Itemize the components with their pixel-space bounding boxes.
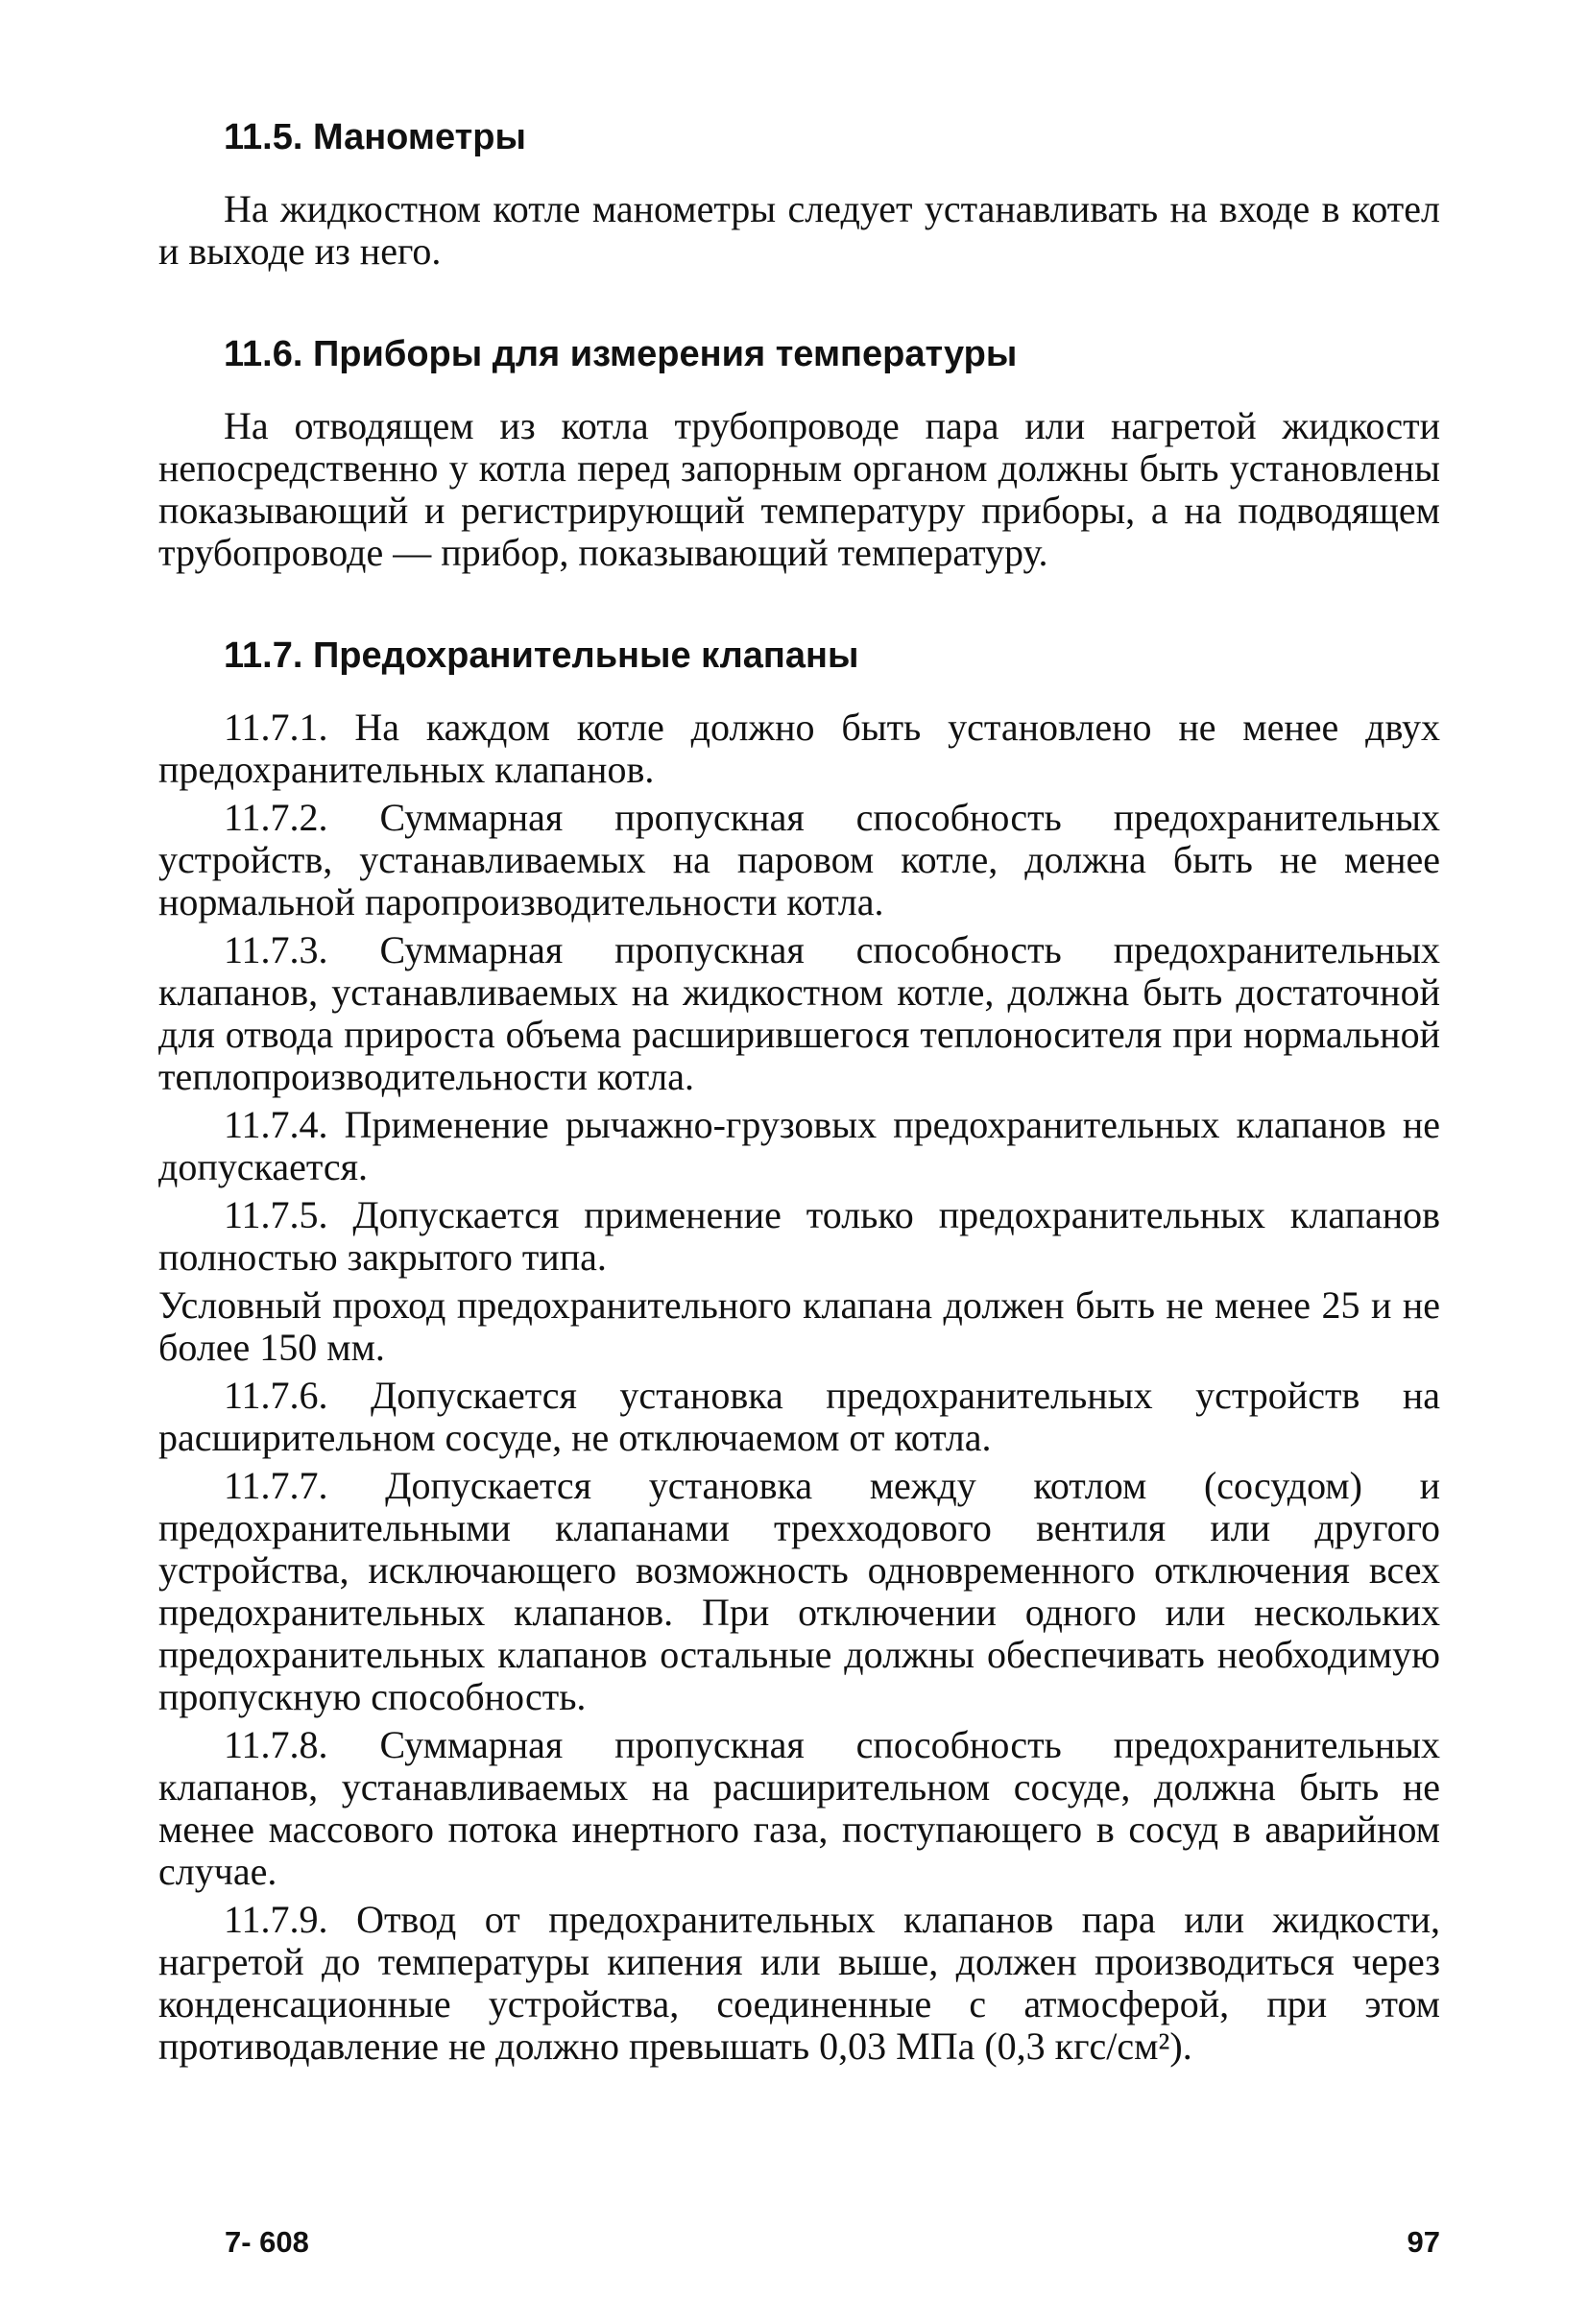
section-heading-11-7: 11.7. Предохранительные клапаны [224,635,859,676]
paragraph-11-7-5: 11.7.5. Допускается применение только предохранительных клапанов полностью закрытого типа. [158,1193,1440,1279]
paragraph-11-7-9: 11.7.9. Отвод от предохранительных клапанов пара или жидкости, нагретой до температуры кипения или выше, должен производиться через конденсационные устройства, соединенные с атмосферой, при этом противодавление не должно превышать 0,03 МПа (0,3 кгс/см²). [158,1898,1440,2068]
paragraph-nominal-bore: Условный проход предохранительного клапана должен быть не менее 25 и не более 150 мм. [158,1283,1440,1369]
document-page [158,115,1440,2073]
paragraph-11-7-1: 11.7.1. На каждом котле должно быть установлено не менее двух предохранительных клапанов. [158,706,1440,791]
section-heading-11-5: 11.5. Манометры [224,117,526,157]
paragraph-11-7-8: 11.7.8. Суммарная пропускная способность предохранительных клапанов, устанавливаемых на расширительном сосуде, должна быть не менее массового потока инертного газа, поступающего в сосуд в аварийном случае. [158,1723,1440,1893]
paragraph-11-7-3: 11.7.3. Суммарная пропускная способность предохранительных клапанов, устанавливаемых на жидкостном котле, должна быть достаточной для отвода прироста объема расширившегося теплоносителя при нормальной теплопроизводительности котла. [158,928,1440,1098]
paragraph-11-7-4: 11.7.4. Применение рычажно-грузовых предохранительных клапанов не допускается. [158,1103,1440,1188]
paragraph-11-7-6: 11.7.6. Допускается установка предохранительных устройств на расширительном сосуде, не отключаемом от котла. [158,1374,1440,1459]
printer-signature: 7- 608 [225,2225,309,2259]
page-number: 97 [1407,2225,1440,2259]
paragraph-11-7-7: 11.7.7. Допускается установка между котлом (сосудом) и предохранительными клапанами трехходового вентиля или другого устройства, исключающего возможность одновременного отключения всех предохранительных клапанов. При отключении одного или нескольких предохранительных клапанов остальные должны обеспечивать необходимую пропускную способность. [158,1464,1440,1718]
paragraph: На жидкостном котле манометры следует устанавливать на входе в котел и выходе из него. [158,187,1440,273]
section-heading-11-6: 11.6. Приборы для измерения температуры [224,334,1018,374]
paragraph-11-7-2: 11.7.2. Суммарная пропускная способность предохранительных устройств, устанавливаемых на паровом котле, должна быть не менее нормальной паропроизводительности котла. [158,796,1440,923]
paragraph: На отводящем из котла трубопроводе пара или нагретой жидкости непосредственно у котла перед запорным органом должны быть установлены показывающий и регистрирующий температуру приборы, а на подводящем трубопроводе — прибор, показывающий температуру. [158,404,1440,574]
